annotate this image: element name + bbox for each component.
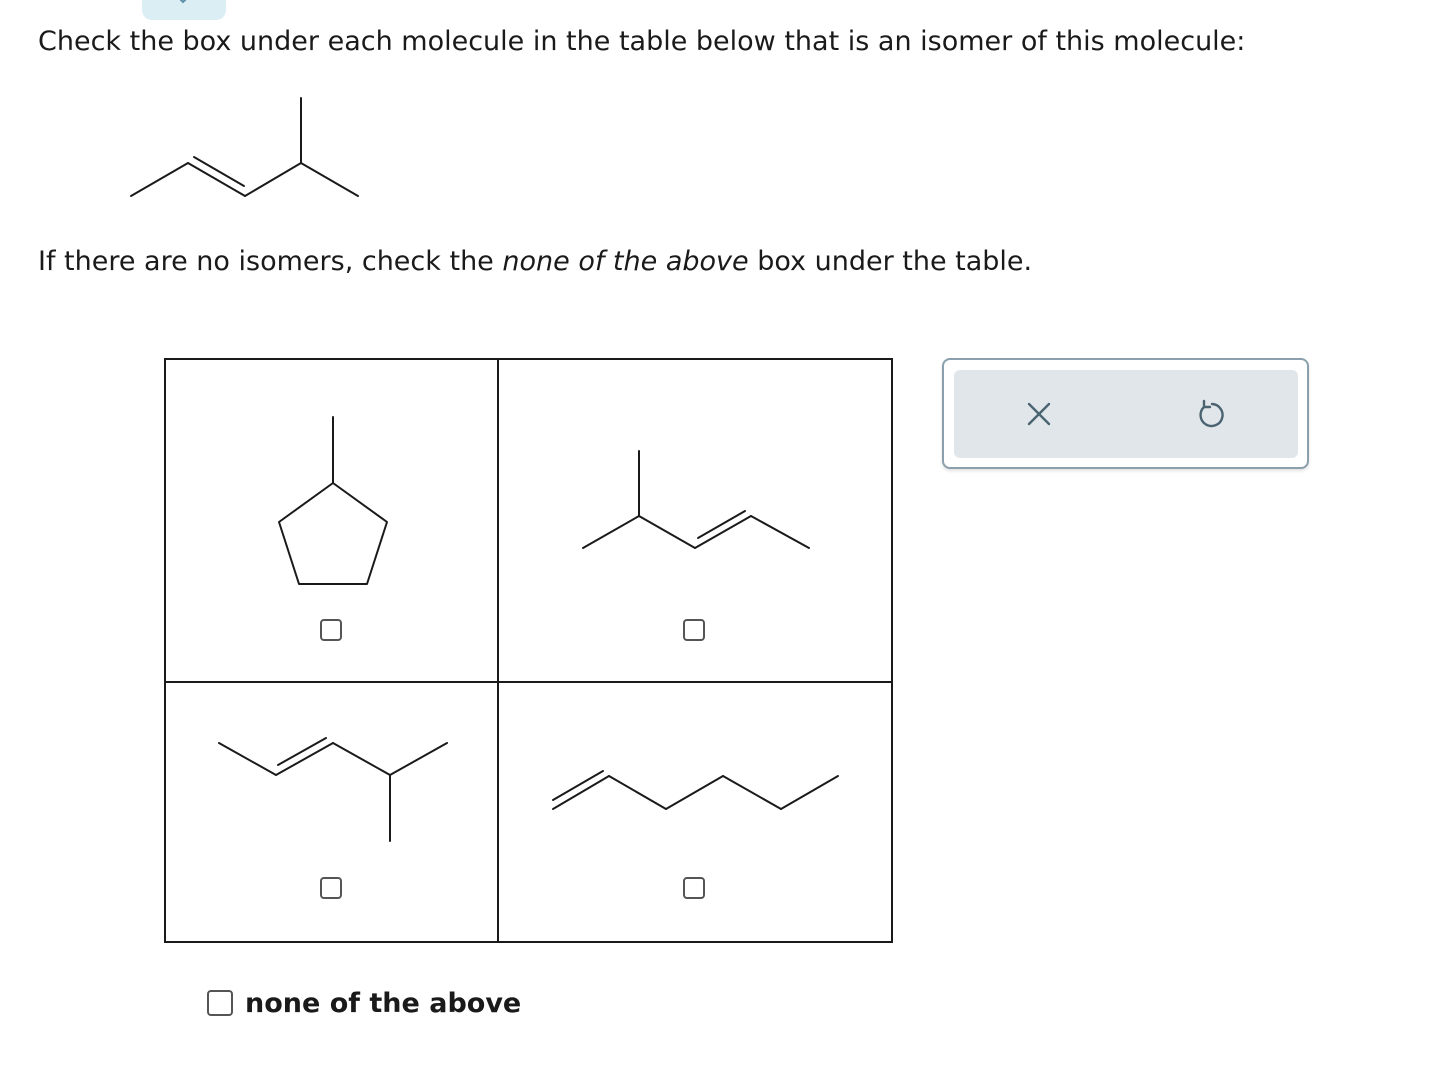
- undo-icon: [1190, 394, 1230, 434]
- instruction-after: box under the table.: [748, 246, 1033, 277]
- clear-button[interactable]: [1019, 394, 1059, 434]
- instruction-text: [38, 244, 1032, 280]
- answer-tools-panel: [942, 358, 1309, 469]
- tools-bar: [954, 370, 1298, 458]
- instruction-before: If there are no isomers, check the: [38, 246, 503, 277]
- reset-button[interactable]: [1190, 394, 1230, 434]
- option-cell-4: [499, 683, 891, 941]
- instruction-emphasis: none of the above: [502, 246, 749, 277]
- x-icon: [1019, 394, 1059, 434]
- molecule-option-4: [499, 683, 891, 941]
- answer-table: [164, 358, 893, 943]
- option-cell-1: [166, 360, 499, 683]
- molecule-option-3: [166, 683, 499, 941]
- none-of-the-above-option[interactable]: [207, 986, 521, 1020]
- option-4-checkbox[interactable]: [683, 877, 705, 899]
- none-of-the-above-checkbox[interactable]: [207, 990, 233, 1016]
- option-cell-2: [499, 360, 891, 683]
- option-3-checkbox[interactable]: [320, 877, 342, 899]
- question-prompt: Check the box under each molecule in the table below that is an isomer of this molecule:: [38, 26, 1246, 57]
- option-2-checkbox[interactable]: [683, 619, 705, 641]
- none-of-the-above-label: none of the above: [245, 987, 522, 1019]
- given-molecule-structure: [0, 0, 420, 220]
- option-cell-3: [166, 683, 499, 941]
- option-1-checkbox[interactable]: [320, 619, 342, 641]
